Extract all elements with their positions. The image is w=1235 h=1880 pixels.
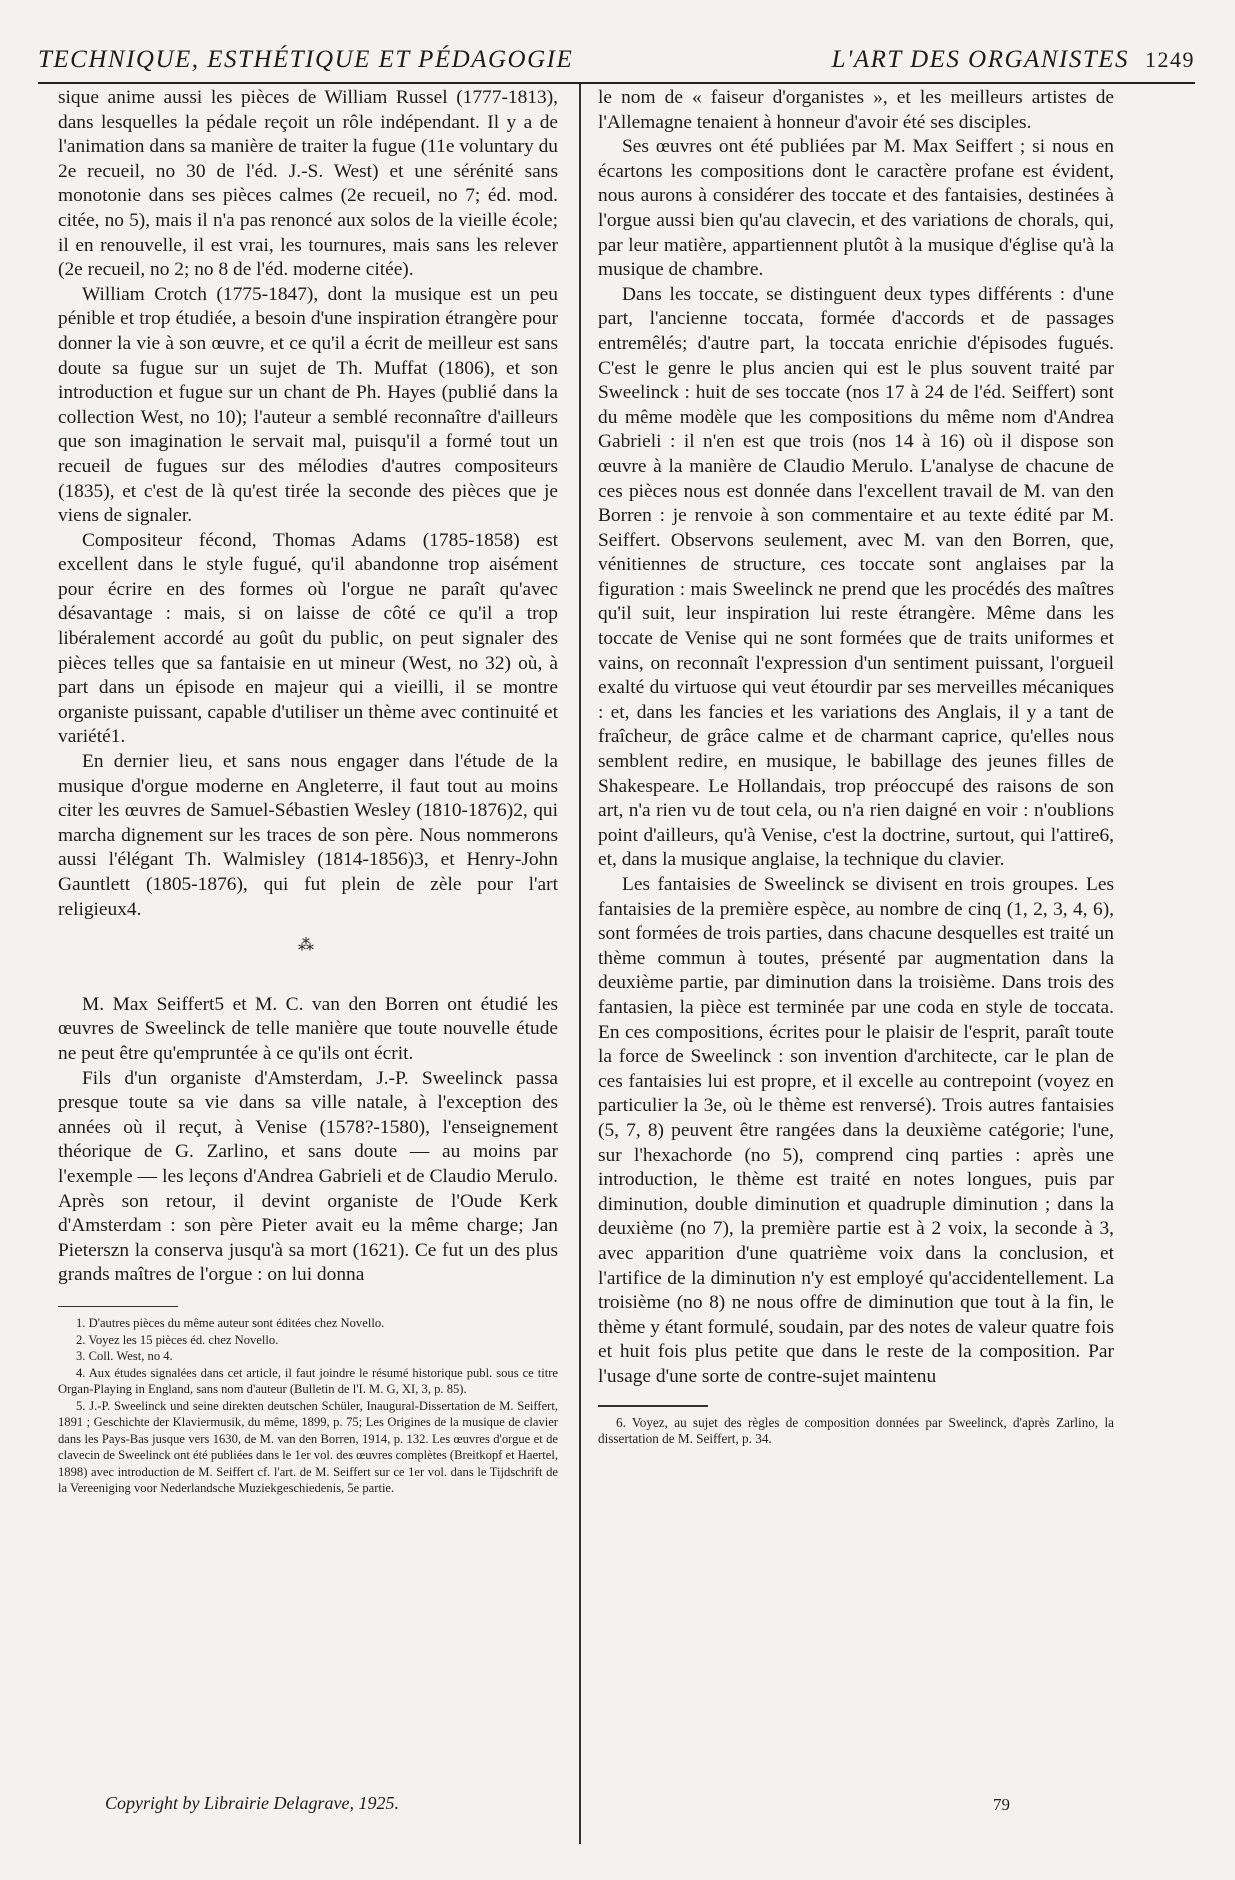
paragraph: M. Max Seiffert5 et M. C. van den Borren ont étudié les œuvres de Sweelinck de telle manière que toute nouvelle étude ne peut être qu'empruntée à ce qu'ils ont écrit. [58, 993, 558, 1064]
running-header [38, 46, 1195, 80]
footnote: 5. J.-P. Sweelinck und seine direkten deutschen Schüler, Inaugural-Dissertation de M. Seiffert, 1891 ; Geschichte der Klaviermusik, du même, 1899, p. 75; Les Origines de la musique de clavier dans les Pays-Bas jusque vers 1630, de M. van den Borren, 1914, p. 132. Les œuvres d'orgue et de clavecin de Sweelinck ont été publiées dans le 1er vol. des œuvres complètes (Breitkopf et Haertel, 1898) avec introduction de M. Seiffert cf. l'art. de M. Seiffert sur ce 1er vol. dans le Tijdschrift de la Vereeniging voor Nederlandsche Muziekgeschiedenis, 5e partie. [58, 1398, 558, 1496]
copyright-line: Copyright by Librairie Delagrave, 1925. [105, 1793, 399, 1813]
header-rule [38, 82, 1195, 84]
footnote: 3. Coll. West, no 4. [76, 1349, 173, 1364]
footnote-rule [58, 1306, 178, 1308]
paragraph: Fils d'un organiste d'Amsterdam, J.-P. Sweelinck passa presque toute sa vie dans sa ville natale, à l'exception des années où il reçut, à Venise (1578?-1580), l'enseignement théorique de G. Zarlino, et sans doute — au moins par l'exemple — les leçons d'Andrea Gabrieli et de Claudio Merulo. Après son retour, il devint organiste de l'Oude Kerk d'Amsterdam : son père Pieter avait eu la même charge; Jan Pieterszn la conserva jusqu'à sa mort (1621). Ce fut un des plus grands maîtres de l'orgue : on lui donna [58, 1067, 558, 1286]
paragraph: Ses œuvres ont été publiées par M. Max Seiffert ; si nous en écartons les compositions dont le caractère profane est évident, nous aurons à considérer des toccate et des fantaisies, destinées à l'orgue aussi bien qu'au clavecin, et des variations de chorals, qui, par leur matière, appartiennent plutôt à la musique d'église qu'à la musique de chambre. [598, 136, 1114, 281]
footnote-rule [598, 1405, 708, 1407]
footnote: 1. D'autres pièces du même auteur sont éditées chez Novello. [76, 1316, 385, 1331]
paragraph: William Crotch (1775-1847), dont la musique est un peu pénible et trop étudiée, a besoin d'une inspiration étrangère pour donner la vie à son œuvre, et ce qu'il a écrit de meilleur est sans doute sa fugue sur un sujet de Th. Muffat (1806), et son introduction et fugue sur un chant de Ph. Hayes (publié dans la collection West, no 10); l'auteur a semblé reconnaître d'ailleurs que son imagination le servait mal, puisqu'il a formé tout un recueil de fugues sur des mélodies d'autres compositeurs (1835), et c'est de là qu'est tirée la seconde des pièces que je viens de signaler. [58, 283, 558, 527]
page-number: 1249 [1145, 47, 1195, 72]
paragraph: Les fantaisies de Sweelinck se divisent en trois groupes. Les fantaisies de la première espèce, au nombre de cinq (1, 2, 3, 4, 6), sont formées de trois parties, dans chacune desquelles est traité un thème commun à toutes, présenté par augmentation dans la deuxième partie, par diminution dans la troisième. Dans trois des fantasien, la pièce est terminée par une coda en style de toccata. En ces compositions, écrites pour le plaisir de l'esprit, paraît toute la force de Sweelinck : son invention d'architecte, car le plan de ces fantaisies lui est propre, et il excelle au contrepoint (voyez en particulier la 3e, où le thème est renversé). Trois autres fantaisies (5, 7, 8) peuvent être rangées dans la deuxième catégorie; l'une, sur l'hexachorde (no 5), comprend cinq parties : après une introduction, le thème est traité en notes longues, puis par diminution, double diminution et quadruple diminution ; dans la deuxième (no 7), la première partie est à 2 voix, la seconde à 3, avec apparition d'une quatrième voix dans la conclusion, et l'artifice de la diminution n'y est employé qu'accidentellement. La troisième (no 8) ne nous offre de diminution que tout à la fin, le thème y étant formulé, soudain, par des notes de valeur quatre fois et huit fois plus petite que dans le reste de la composition. Par l'usage d'une sorte de contre-sujet maintenu [598, 874, 1114, 1387]
folio-number: 79 [993, 1795, 1010, 1814]
right-column [598, 86, 1114, 1448]
footnote: 4. Aux études signalées dans cet article, il faut joindre le résumé historique publ. sous ce titre Organ-Playing in England, sans nom d'auteur (Bulletin de l'I. M. G, XI, 3, p. 85). [58, 1365, 558, 1397]
header-left-title: TECHNIQUE, ESTHÉTIQUE ET PÉDAGOGIE [38, 46, 574, 73]
paragraph: Compositeur fécond, Thomas Adams (1785-1858) est excellent dans le style fugué, qu'il abandonne trop aisément pour écrire en des formes où l'orgue ne paraît qu'avec désavantage : mais, si on laisse de côté ce qu'il a trop libéralement accordé au goût du public, on peut signaler des pièces telles que sa fantaisie en ut mineur (West, no 32) où, à part dans un épisode en majeur qui a vieilli, il se montre organiste puissant, capable d'utiliser un thème avec continuité et variété1. [58, 529, 558, 748]
paragraph: En dernier lieu, et sans nous engager dans l'étude de la musique d'orgue moderne en Angleterre, il faut tout au moins citer les œuvres de Samuel-Sébastien Wesley (1810-1876)2, qui marcha dignement sur les traces de son père. Nous nommerons aussi l'élégant Th. Walmisley (1814-1856)3, et Henry-John Gauntlett (1805-1876), qui fut plein de zèle pour l'art religieux4. [58, 751, 558, 920]
header-right-title [832, 46, 1195, 74]
section-separator: ⁂ [298, 937, 318, 955]
paragraph: sique anime aussi les pièces de William Russel (1777-1813), dans lesquelles la pédale reçoit un rôle indépendant. Il y a de l'animation dans sa manière de traiter la fugue (11e voluntary du 2e recueil, no 30 de l'éd. J.-S. West) et une sérénité sans monotonie dans ses pièces calmes (2e recueil, no 7; éd. mod. citée, no 5), mais il n'a pas renoncé aux solos de la vieille école; il en renouvelle, il est vrai, les tournures, mais sans les relever (2e recueil, no 2; no 8 de l'éd. moderne citée). [58, 87, 558, 281]
left-column [58, 86, 558, 1497]
column-divider [579, 84, 581, 1844]
paragraph: Dans les toccate, se distinguent deux types différents : d'une part, l'ancienne toccata, formée d'accords et de passages entremêlés; d'autre part, la toccata enrichie d'épisodes fugués. C'est le genre le plus ancien qui est le plus souvent traité par Sweelinck : huit de ses toccate (nos 17 à 24 de l'éd. Seiffert) sont du même modèle que les compositions du même nom d'Andrea Gabrieli : il n'en est que trois (nos 14 à 16) où il dispose son œuvre à la manière de Claudio Merulo. L'analyse de chacune de ces pièces nous est donnée dans l'excellent travail de M. van den Borren : je renvoie à son commentaire et au texte édité par M. Seiffert. Observons seulement, avec M. van den Borren, que, vénitiennes de structure, ces toccate sont anglaises par la figuration : mais Sweelinck ne prend que les procédés des maîtres qu'il suit, leur inspiration lui reste étrangère. Même dans les toccate de Venise qui ne sont formées que de traits uniformes et vains, on reconnaît l'expression d'un sentiment puissant, l'orgueil exalté du virtuose qui veut étourdir par ses merveilles mécaniques : et, dans les fancies et les variations des Anglais, il y a tant de fraîcheur, de grâce calme et de charmant caprice, qu'elles nous semblent redire, en musique, le babillage des jeunes filles de Shakespeare. Le Hollandais, trop préoccupé des raisons de son art, n'a rien vu de tout cela, ou n'a rien daigné en voir : n'oublions point d'ailleurs, qu'à Venise, c'est la doctrine, surtout, qui l'attire6, et, dans la musique anglaise, la technique du clavier. [598, 283, 1114, 871]
footnote: 6. Voyez, au sujet des règles de composition données par Sweelinck, d'après Zarlino, la dissertation de M. Seiffert, p. 34. [598, 1414, 1114, 1447]
footnote: 2. Voyez les 15 pièces éd. chez Novello. [76, 1332, 279, 1347]
paragraph: le nom de « faiseur d'organistes », et les meilleurs artistes de l'Allemagne tenaient à honneur d'avoir été ses disciples. [598, 87, 1114, 133]
header-section-title: L'ART DES ORGANISTES [831, 46, 1129, 73]
